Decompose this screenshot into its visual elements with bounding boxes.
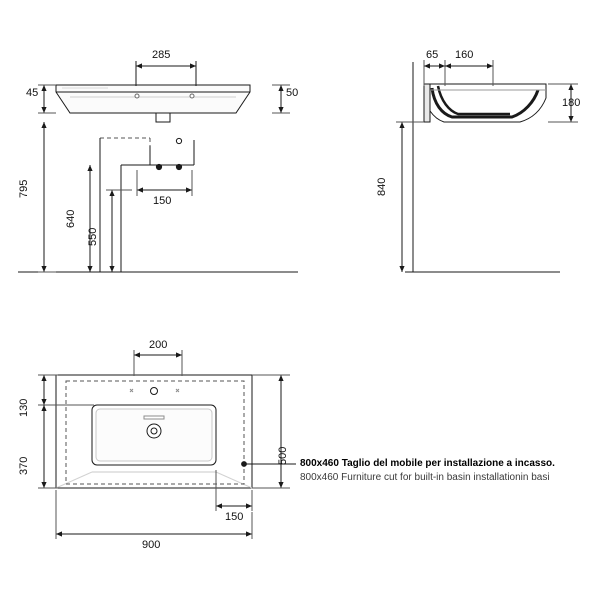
dim-label-65: 65: [426, 49, 439, 61]
dim-label-285: 285: [152, 49, 171, 61]
dim-840: [396, 122, 424, 272]
dim-label-900: 900: [142, 539, 161, 551]
dim-label-150-top: 150: [225, 511, 244, 523]
dim-150-front: [137, 170, 192, 196]
dim-label-500: 500: [277, 446, 289, 465]
front-service-lines: [100, 138, 150, 146]
dim-370: [38, 405, 58, 488]
front-elevation-geometry: [56, 85, 250, 122]
front-service-solid: [100, 138, 194, 272]
dim-285: [136, 61, 196, 86]
dim-label-160: 160: [455, 49, 474, 61]
side-section-geometry: [405, 62, 560, 272]
dim-160: [445, 60, 493, 86]
dim-label-200: 200: [149, 339, 168, 351]
callout-note-it: 800x460 Taglio del mobile per installazione a incasso.: [300, 458, 555, 469]
dim-label-180: 180: [562, 97, 581, 109]
dim-550: [106, 190, 132, 272]
dim-label-130: 130: [18, 398, 30, 417]
dim-label-795: 795: [18, 179, 30, 198]
dim-500: [252, 375, 290, 488]
dim-label-370: 370: [18, 456, 30, 475]
dim-795: [38, 122, 56, 272]
dim-label-150-front: 150: [153, 195, 172, 207]
dim-label-50: 50: [286, 87, 299, 99]
callout-note-en: 800x460 Furniture cut for built-in basin installationin basi: [300, 472, 550, 483]
dim-640: [87, 165, 92, 272]
dim-200: [134, 350, 182, 376]
dim-45: [38, 85, 56, 113]
dim-label-840: 840: [376, 177, 388, 196]
dim-label-640: 640: [65, 209, 77, 228]
dim-label-550: 550: [87, 227, 99, 246]
dim-65: [424, 60, 445, 86]
dim-900: [56, 490, 252, 539]
dim-label-45: 45: [26, 87, 39, 99]
top-plan-geometry: [56, 375, 252, 488]
